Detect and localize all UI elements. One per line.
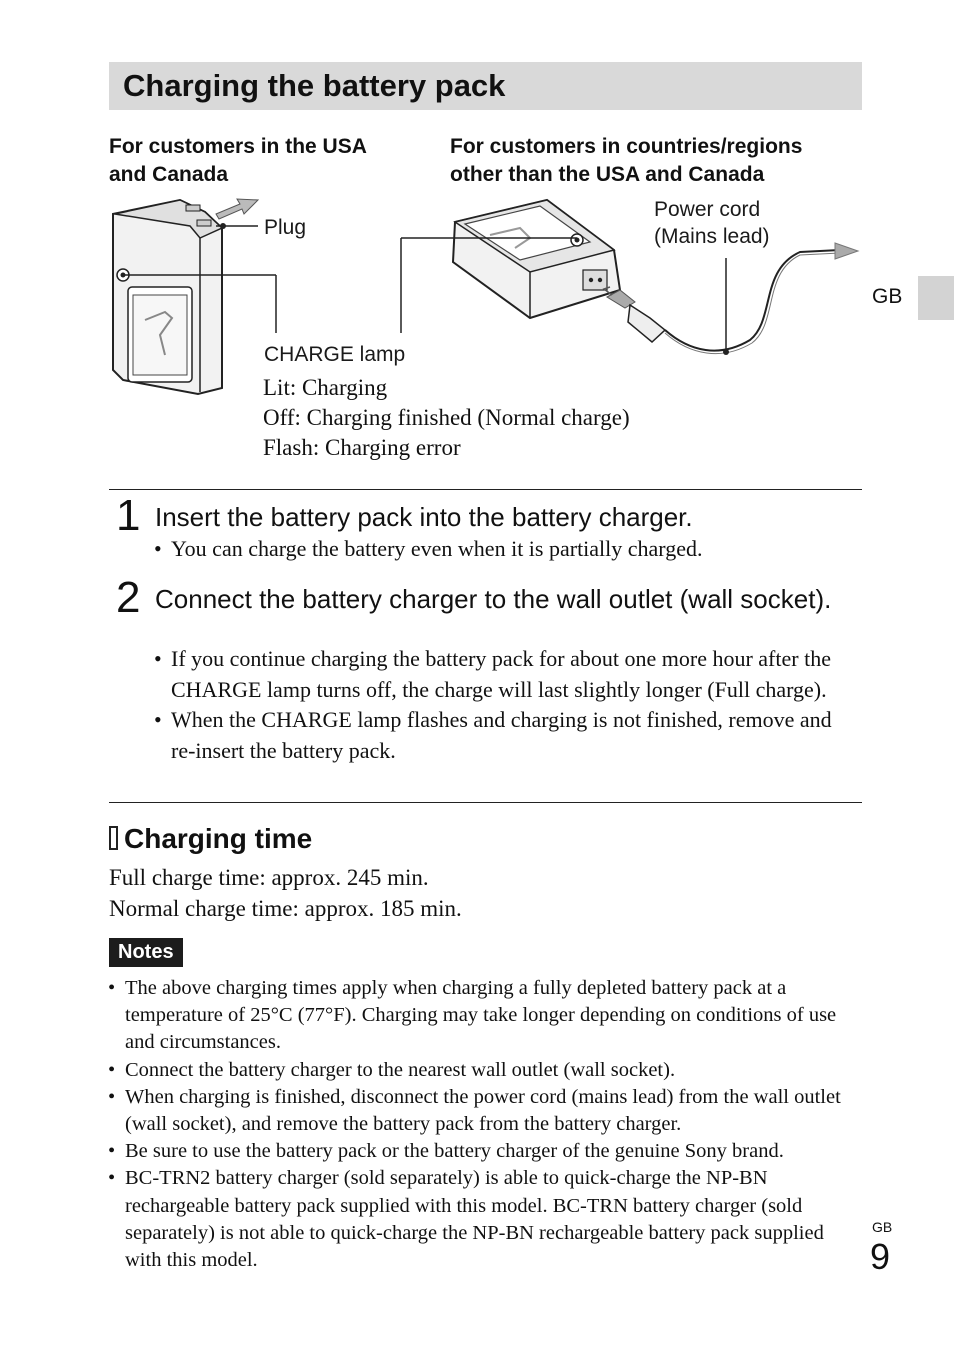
charging-time-line: Normal charge time: approx. 185 min.: [109, 895, 462, 921]
step-bullets: [154, 644, 859, 766]
usa-heading-line: For customers in the USA: [109, 135, 367, 158]
list-item: • When charging is finished, disconnect the power cord (mains lead) from the wall outlet (wall socket), and remove the battery pack from the battery charger.: [108, 1084, 860, 1138]
charging-time-line: Full charge time: approx. 245 min.: [109, 865, 429, 890]
divider-bottom: [109, 802, 862, 803]
usa-heading-line: and Canada: [109, 163, 229, 186]
page-number: 9: [870, 1236, 891, 1277]
plug-label: Plug: [264, 216, 307, 239]
power-cord-label-line: Power cord: [654, 198, 761, 221]
side-tab-label: GB: [872, 285, 903, 308]
step-number: 1: [116, 491, 141, 540]
lamp-state: Off: Charging finished (Normal charge): [263, 405, 630, 430]
charge-lamp-label: CHARGE lamp: [264, 343, 406, 366]
step-text: Insert the battery pack into the battery charger.: [155, 502, 693, 532]
other-heading-line: For customers in countries/regions: [450, 135, 803, 158]
list-item: • Connect the battery charger to the nearest wall outlet (wall socket).: [108, 1057, 860, 1084]
page-lang: GB: [872, 1219, 893, 1235]
list-item: • Be sure to use the battery pack or the battery charger of the genuine Sony brand.: [108, 1138, 860, 1165]
page-title: Charging the battery pack: [123, 68, 506, 103]
step-number: 2: [116, 573, 141, 622]
charging-time-lines: [109, 863, 462, 924]
list-item: • When the CHARGE lamp flashes and charging is not finished, remove and re-insert the battery pack.: [154, 705, 859, 766]
notes-list: [108, 975, 860, 1274]
power-cord-label-line: (Mains lead): [654, 225, 770, 248]
lamp-states: [263, 373, 630, 463]
notes-badge: Notes: [109, 938, 183, 967]
other-heading-line: other than the USA and Canada: [450, 163, 765, 186]
power-cord-label: [654, 196, 770, 250]
list-item: • If you continue charging the battery pack for about one more hour after the CHARGE lamp turns off, the charge will last slightly longer (Full charge).: [154, 644, 859, 705]
lamp-state: Flash: Charging error: [263, 435, 461, 460]
step-bullets: [154, 534, 859, 565]
list-item: • You can charge the battery even when it is partially charged.: [154, 534, 859, 565]
charging-time-heading: [109, 823, 312, 855]
lamp-state: Lit: Charging: [263, 375, 388, 400]
list-item: • BC-TRN2 battery charger (sold separately) is able to quick-charge the NP-BN rechargeable battery pack supplied with this model. BC-TRN battery charger (sold separately) is not able to quick-charge the NP-BN rechargeable battery pack supplied with this model.: [108, 1165, 860, 1274]
step-text: Connect the battery charger to the wall outlet (wall socket).: [155, 584, 832, 614]
section-marker-icon: [109, 826, 118, 850]
usa-charger-icon: [113, 199, 258, 394]
list-item: • The above charging times apply when charging a fully depleted battery pack at a temperature of 25°C (77°F). Charging may take longer depending on conditions of use and circumstances.: [108, 975, 860, 1057]
charging-time-heading-text: Charging time: [124, 823, 313, 854]
divider-top: [109, 489, 862, 490]
